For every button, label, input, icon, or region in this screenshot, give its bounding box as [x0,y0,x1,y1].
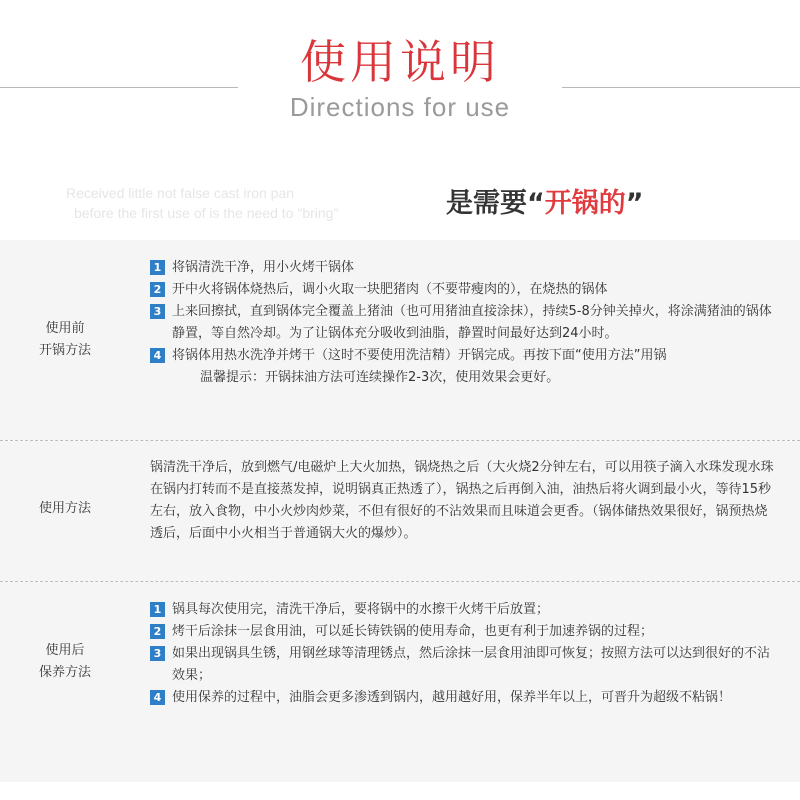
section-content [150,257,775,389]
subtitle-highlight: 开锅的 [544,188,626,219]
number-badge: 3 [150,304,165,319]
list-item-text: 使用保养的过程中，油脂会更多渗透到锅内，越用越好用，保养半年以上，可晋升为超级不粘锅！ [172,690,732,705]
page-title: 使用说明 [300,35,500,89]
list-item-text: 上来回擦拭，直到锅体完全覆盖上猪油（也可用猪油直接涂抹），持续5-8分钟关掉火，将涂满猪油的锅体静置，等自然冷却。为了让锅体充分吸收到油脂，静置时间最好达到24小时。 [172,304,772,341]
section-label [0,640,130,684]
section-label [0,498,130,520]
list-item [150,687,775,709]
list-item [150,599,775,621]
list-item [150,345,775,367]
number-badge: 3 [150,646,165,661]
list-item-text: 烤干后涂抹一层食用油，可以延长铸铁锅的使用寿命，也更有利于加速养锅的过程； [172,624,654,639]
watermark-text-line-1: Received little not false cast iron pan [66,185,295,201]
list-item-text: 将锅清洗干净，用小火烤干锅体 [172,260,355,275]
number-badge: 1 [150,260,165,275]
number-badge: 4 [150,690,165,705]
list-item-text: 如果出现锅具生锈，用钢丝球等清理锈点，然后涂抹一层食用油即可恢复；按照方法可以达到很好的不沾效果； [172,646,771,683]
section-usage [0,441,800,581]
list-item [150,257,775,279]
number-badge: 2 [150,282,165,297]
subtitle-open-quote: “ [527,188,545,219]
section-label-line-2: 开锅方法 [38,343,91,358]
list-item-text: 开中火将锅体烧热后，调小火取一块肥猪肉（不要带瘦肉的），在烧热的锅体 [172,282,608,297]
page-title-english: Directions for use [289,92,511,122]
section-label [0,318,130,362]
number-badge: 2 [150,624,165,639]
section-label-line-1: 使用方法 [38,501,91,516]
section-after-use [0,582,800,782]
number-badge: 1 [150,602,165,617]
subtitle [446,186,644,222]
tip-text: 温馨提示：开锅抹油方法可连续操作2-3次，使用效果会更好。 [200,370,560,385]
section-label-line-1: 使用前 [45,321,85,336]
list-item [150,643,775,687]
list-item-text: 锅具每次使用完，清洗干净后，要将锅中的水擦干火烤干后放置； [172,602,550,617]
subtitle-prefix: 是需要 [446,188,527,219]
section-before-use [0,240,800,440]
header [0,0,800,240]
list-item-text: 将锅体用热水洗净并烤干（这时不要使用洗洁精）开锅完成。再按下面“使用方法”用锅 [172,348,667,363]
section-label-line-2: 保养方法 [38,665,91,680]
section-content [150,599,775,709]
number-badge: 4 [150,348,165,363]
section-label-line-1: 使用后 [45,643,85,658]
watermark-text-line-2: before the first use of is the need to "bring" [74,205,339,221]
list-item [150,301,775,345]
subtitle-close-quote: ” [625,188,644,219]
list-item [150,621,775,643]
usage-paragraph: 锅清洗干净后，放到燃气/电磁炉上大火加热，锅烧热之后（大火烧2分钟左右，可以用筷子滴入水珠发现水珠在锅内打转而不是直接蒸发掉，说明锅真正热透了），锅热之后再倒入油，油热后将火调到最小火，等待15秒左右，放入食物，中小火炒肉炒菜，不但有很好的不沾效果而且味道会更香。（锅体储热效果很好，锅预热烧透后，后面中小火相当于普通锅大火的爆炒）。 [150,460,774,541]
list-item [150,279,775,301]
